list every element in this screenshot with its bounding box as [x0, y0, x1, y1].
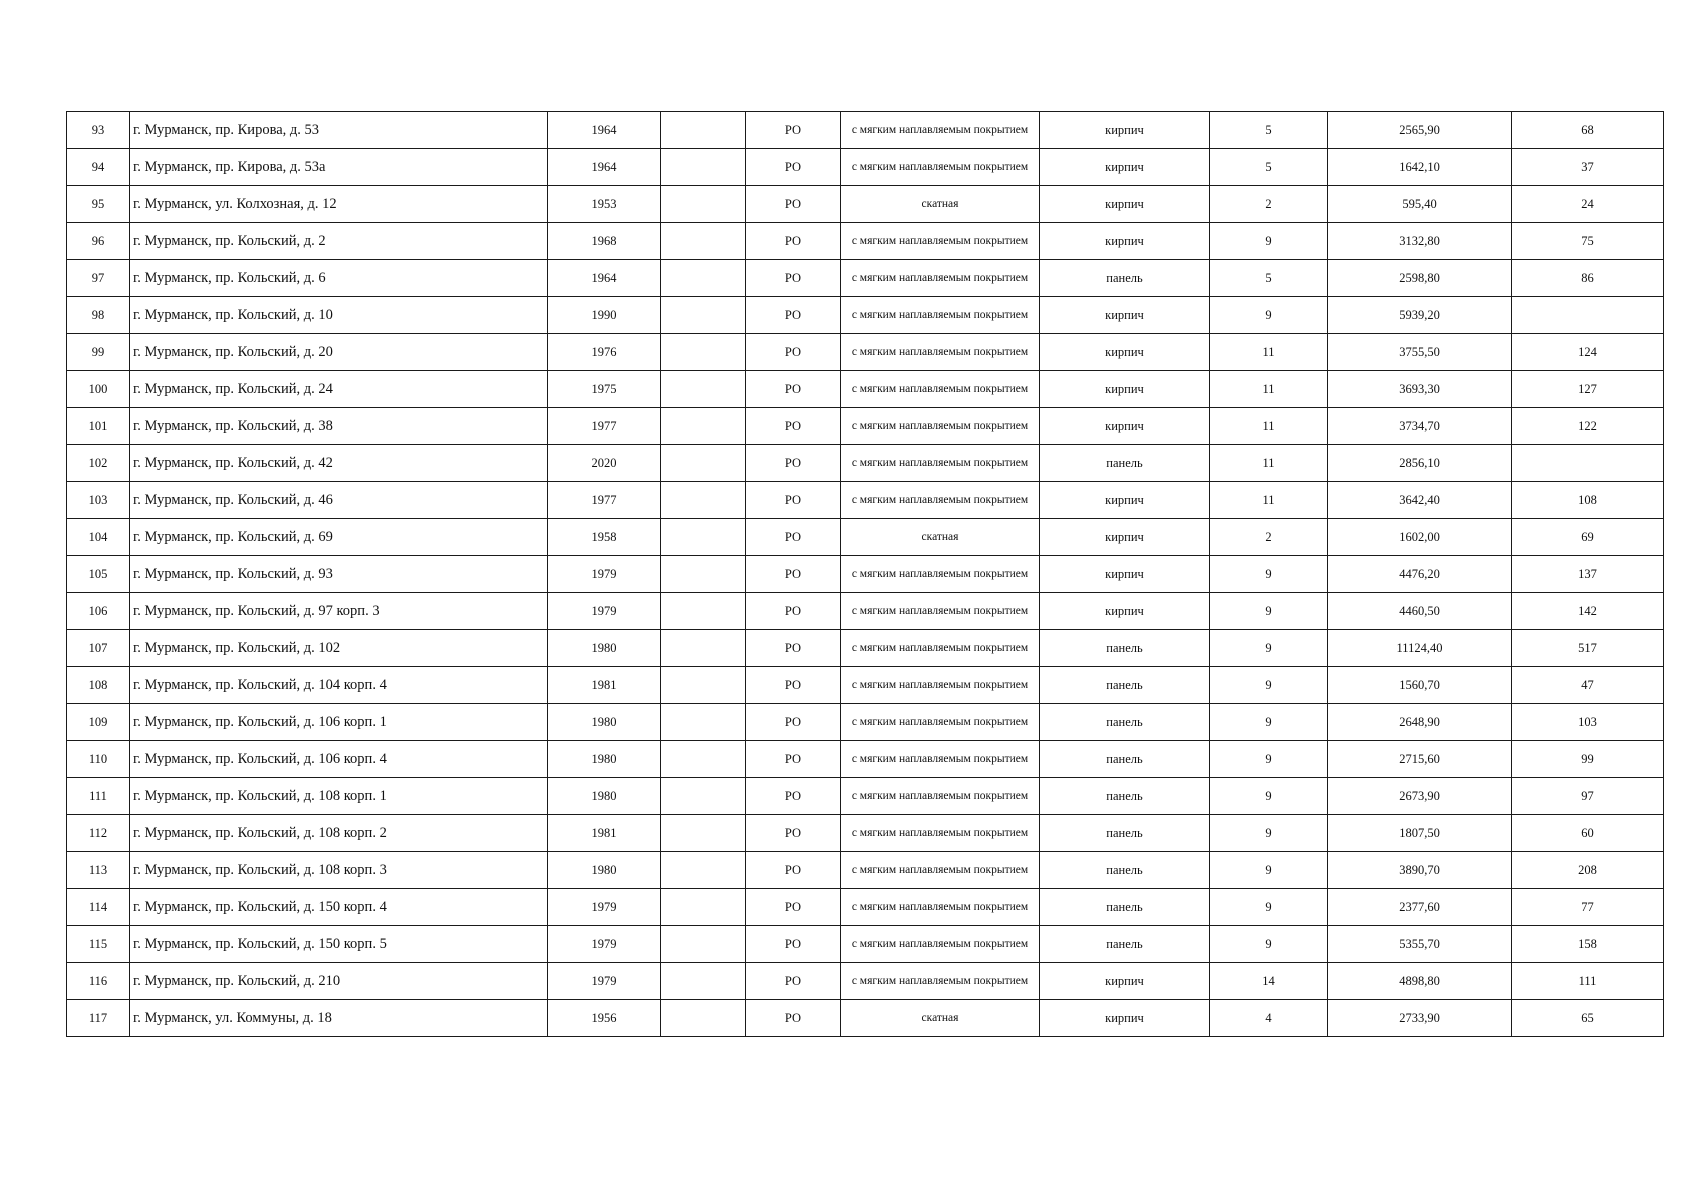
area-cell: 1807,50 — [1328, 815, 1512, 852]
year-built-cell: 1980 — [548, 852, 661, 889]
program-cell: РО — [746, 1000, 841, 1037]
area-cell: 3642,40 — [1328, 482, 1512, 519]
area-cell: 1560,70 — [1328, 667, 1512, 704]
floors-cell: 2 — [1210, 519, 1328, 556]
empty-cell — [661, 1000, 746, 1037]
program-cell: РО — [746, 149, 841, 186]
address-cell: г. Мурманск, пр. Кольский, д. 102 — [130, 630, 548, 667]
year-built-cell: 1990 — [548, 297, 661, 334]
residents-cell: 77 — [1512, 889, 1664, 926]
year-built-cell: 1964 — [548, 112, 661, 149]
floors-cell: 11 — [1210, 445, 1328, 482]
row-number-cell: 101 — [67, 408, 130, 445]
floors-cell: 5 — [1210, 149, 1328, 186]
year-built-cell: 1980 — [548, 778, 661, 815]
area-cell: 3890,70 — [1328, 852, 1512, 889]
wall-material-cell: кирпич — [1040, 223, 1210, 260]
program-cell: РО — [746, 297, 841, 334]
row-number-cell: 95 — [67, 186, 130, 223]
address-cell: г. Мурманск, пр. Кольский, д. 108 корп. 2 — [130, 815, 548, 852]
roof-type-cell: с мягким наплавляемым покрытием — [841, 815, 1040, 852]
address-cell: г. Мурманск, пр. Кольский, д. 150 корп. 5 — [130, 926, 548, 963]
address-cell: г. Мурманск, пр. Кольский, д. 69 — [130, 519, 548, 556]
address-cell: г. Мурманск, пр. Кольский, д. 2 — [130, 223, 548, 260]
wall-material-cell: кирпич — [1040, 1000, 1210, 1037]
residents-cell: 69 — [1512, 519, 1664, 556]
residents-cell: 37 — [1512, 149, 1664, 186]
empty-cell — [661, 186, 746, 223]
floors-cell: 2 — [1210, 186, 1328, 223]
address-cell: г. Мурманск, пр. Кольский, д. 106 корп. 1 — [130, 704, 548, 741]
row-number-cell: 110 — [67, 741, 130, 778]
area-cell: 2733,90 — [1328, 1000, 1512, 1037]
empty-cell — [661, 260, 746, 297]
roof-type-cell: с мягким наплавляемым покрытием — [841, 112, 1040, 149]
area-cell: 2565,90 — [1328, 112, 1512, 149]
roof-type-cell: с мягким наплавляемым покрытием — [841, 297, 1040, 334]
program-cell: РО — [746, 778, 841, 815]
wall-material-cell: панель — [1040, 667, 1210, 704]
row-number-cell: 111 — [67, 778, 130, 815]
area-cell: 11124,40 — [1328, 630, 1512, 667]
floors-cell: 11 — [1210, 334, 1328, 371]
wall-material-cell: панель — [1040, 815, 1210, 852]
area-cell: 5939,20 — [1328, 297, 1512, 334]
residents-cell — [1512, 445, 1664, 482]
address-cell: г. Мурманск, пр. Кольский, д. 38 — [130, 408, 548, 445]
wall-material-cell: кирпич — [1040, 593, 1210, 630]
row-number-cell: 100 — [67, 371, 130, 408]
residents-cell: 158 — [1512, 926, 1664, 963]
empty-cell — [661, 704, 746, 741]
year-built-cell: 2020 — [548, 445, 661, 482]
address-cell: г. Мурманск, пр. Кольский, д. 150 корп. 4 — [130, 889, 548, 926]
floors-cell: 11 — [1210, 408, 1328, 445]
empty-cell — [661, 408, 746, 445]
table-row — [67, 1000, 1664, 1037]
empty-cell — [661, 741, 746, 778]
floors-cell: 9 — [1210, 593, 1328, 630]
residents-cell: 137 — [1512, 556, 1664, 593]
table-body — [67, 112, 1664, 1037]
address-cell: г. Мурманск, пр. Кольский, д. 6 — [130, 260, 548, 297]
floors-cell: 9 — [1210, 889, 1328, 926]
roof-type-cell: с мягким наплавляемым покрытием — [841, 556, 1040, 593]
roof-type-cell: с мягким наплавляемым покрытием — [841, 260, 1040, 297]
program-cell: РО — [746, 223, 841, 260]
year-built-cell: 1968 — [548, 223, 661, 260]
residents-cell: 24 — [1512, 186, 1664, 223]
empty-cell — [661, 371, 746, 408]
floors-cell: 9 — [1210, 741, 1328, 778]
area-cell: 3734,70 — [1328, 408, 1512, 445]
wall-material-cell: панель — [1040, 778, 1210, 815]
empty-cell — [661, 334, 746, 371]
area-cell: 2856,10 — [1328, 445, 1512, 482]
residents-cell: 103 — [1512, 704, 1664, 741]
empty-cell — [661, 630, 746, 667]
wall-material-cell: панель — [1040, 889, 1210, 926]
wall-material-cell: панель — [1040, 445, 1210, 482]
year-built-cell: 1953 — [548, 186, 661, 223]
year-built-cell: 1958 — [548, 519, 661, 556]
wall-material-cell: панель — [1040, 260, 1210, 297]
floors-cell: 9 — [1210, 704, 1328, 741]
roof-type-cell: скатная — [841, 1000, 1040, 1037]
address-cell: г. Мурманск, ул. Коммуны, д. 18 — [130, 1000, 548, 1037]
area-cell: 595,40 — [1328, 186, 1512, 223]
table-row — [67, 149, 1664, 186]
year-built-cell: 1981 — [548, 667, 661, 704]
row-number-cell: 112 — [67, 815, 130, 852]
empty-cell — [661, 815, 746, 852]
address-cell: г. Мурманск, пр. Кольский, д. 10 — [130, 297, 548, 334]
year-built-cell: 1979 — [548, 963, 661, 1000]
table-row — [67, 778, 1664, 815]
roof-type-cell: с мягким наплавляемым покрытием — [841, 926, 1040, 963]
table-row — [67, 704, 1664, 741]
residents-cell: 124 — [1512, 334, 1664, 371]
row-number-cell: 105 — [67, 556, 130, 593]
area-cell: 3693,30 — [1328, 371, 1512, 408]
roof-type-cell: с мягким наплавляемым покрытием — [841, 778, 1040, 815]
residents-cell: 75 — [1512, 223, 1664, 260]
table-row — [67, 186, 1664, 223]
wall-material-cell: панель — [1040, 741, 1210, 778]
area-cell: 2648,90 — [1328, 704, 1512, 741]
area-cell: 4898,80 — [1328, 963, 1512, 1000]
wall-material-cell: кирпич — [1040, 408, 1210, 445]
empty-cell — [661, 593, 746, 630]
housing-registry-table — [66, 111, 1664, 1037]
wall-material-cell: кирпич — [1040, 371, 1210, 408]
program-cell: РО — [746, 112, 841, 149]
row-number-cell: 107 — [67, 630, 130, 667]
floors-cell: 9 — [1210, 926, 1328, 963]
row-number-cell: 93 — [67, 112, 130, 149]
address-cell: г. Мурманск, пр. Кольский, д. 20 — [130, 334, 548, 371]
table-row — [67, 741, 1664, 778]
roof-type-cell: с мягким наплавляемым покрытием — [841, 667, 1040, 704]
floors-cell: 9 — [1210, 223, 1328, 260]
table-row — [67, 260, 1664, 297]
program-cell: РО — [746, 260, 841, 297]
empty-cell — [661, 889, 746, 926]
address-cell: г. Мурманск, пр. Кольский, д. 46 — [130, 482, 548, 519]
table-row — [67, 223, 1664, 260]
address-cell: г. Мурманск, пр. Кольский, д. 106 корп. 4 — [130, 741, 548, 778]
table-row — [67, 556, 1664, 593]
floors-cell: 9 — [1210, 630, 1328, 667]
wall-material-cell: панель — [1040, 630, 1210, 667]
residents-cell: 142 — [1512, 593, 1664, 630]
floors-cell: 11 — [1210, 482, 1328, 519]
program-cell: РО — [746, 186, 841, 223]
table-row — [67, 889, 1664, 926]
table-row — [67, 371, 1664, 408]
wall-material-cell: кирпич — [1040, 149, 1210, 186]
empty-cell — [661, 519, 746, 556]
address-cell: г. Мурманск, пр. Кольский, д. 108 корп. 1 — [130, 778, 548, 815]
area-cell: 2715,60 — [1328, 741, 1512, 778]
table-row — [67, 667, 1664, 704]
row-number-cell: 96 — [67, 223, 130, 260]
empty-cell — [661, 482, 746, 519]
year-built-cell: 1979 — [548, 556, 661, 593]
program-cell: РО — [746, 926, 841, 963]
year-built-cell: 1980 — [548, 741, 661, 778]
program-cell: РО — [746, 741, 841, 778]
address-cell: г. Мурманск, ул. Колхозная, д. 12 — [130, 186, 548, 223]
roof-type-cell: с мягким наплавляемым покрытием — [841, 741, 1040, 778]
year-built-cell: 1975 — [548, 371, 661, 408]
table-row — [67, 630, 1664, 667]
empty-cell — [661, 112, 746, 149]
program-cell: РО — [746, 445, 841, 482]
residents-cell: 108 — [1512, 482, 1664, 519]
program-cell: РО — [746, 408, 841, 445]
residents-cell: 68 — [1512, 112, 1664, 149]
area-cell: 3755,50 — [1328, 334, 1512, 371]
row-number-cell: 114 — [67, 889, 130, 926]
year-built-cell: 1980 — [548, 704, 661, 741]
empty-cell — [661, 778, 746, 815]
year-built-cell: 1977 — [548, 408, 661, 445]
row-number-cell: 98 — [67, 297, 130, 334]
area-cell: 4476,20 — [1328, 556, 1512, 593]
floors-cell: 9 — [1210, 815, 1328, 852]
program-cell: РО — [746, 482, 841, 519]
residents-cell: 86 — [1512, 260, 1664, 297]
table-row — [67, 963, 1664, 1000]
program-cell: РО — [746, 889, 841, 926]
floors-cell: 9 — [1210, 297, 1328, 334]
residents-cell: 517 — [1512, 630, 1664, 667]
floors-cell: 5 — [1210, 112, 1328, 149]
address-cell: г. Мурманск, пр. Кольский, д. 97 корп. 3 — [130, 593, 548, 630]
row-number-cell: 117 — [67, 1000, 130, 1037]
residents-cell: 208 — [1512, 852, 1664, 889]
roof-type-cell: с мягким наплавляемым покрытием — [841, 223, 1040, 260]
row-number-cell: 94 — [67, 149, 130, 186]
wall-material-cell: панель — [1040, 704, 1210, 741]
row-number-cell: 115 — [67, 926, 130, 963]
row-number-cell: 108 — [67, 667, 130, 704]
address-cell: г. Мурманск, пр. Кольский, д. 24 — [130, 371, 548, 408]
wall-material-cell: кирпич — [1040, 556, 1210, 593]
year-built-cell: 1956 — [548, 1000, 661, 1037]
floors-cell: 11 — [1210, 371, 1328, 408]
year-built-cell: 1976 — [548, 334, 661, 371]
residents-cell: 97 — [1512, 778, 1664, 815]
program-cell: РО — [746, 815, 841, 852]
program-cell: РО — [746, 556, 841, 593]
year-built-cell: 1980 — [548, 630, 661, 667]
wall-material-cell: кирпич — [1040, 519, 1210, 556]
year-built-cell: 1979 — [548, 889, 661, 926]
program-cell: РО — [746, 963, 841, 1000]
residents-cell: 111 — [1512, 963, 1664, 1000]
empty-cell — [661, 852, 746, 889]
floors-cell: 4 — [1210, 1000, 1328, 1037]
roof-type-cell: скатная — [841, 186, 1040, 223]
program-cell: РО — [746, 519, 841, 556]
table-row — [67, 408, 1664, 445]
empty-cell — [661, 926, 746, 963]
area-cell: 5355,70 — [1328, 926, 1512, 963]
program-cell: РО — [746, 704, 841, 741]
table-row — [67, 815, 1664, 852]
residents-cell: 99 — [1512, 741, 1664, 778]
empty-cell — [661, 149, 746, 186]
row-number-cell: 113 — [67, 852, 130, 889]
year-built-cell: 1977 — [548, 482, 661, 519]
floors-cell: 14 — [1210, 963, 1328, 1000]
year-built-cell: 1979 — [548, 926, 661, 963]
year-built-cell: 1981 — [548, 815, 661, 852]
floors-cell: 9 — [1210, 852, 1328, 889]
year-built-cell: 1964 — [548, 149, 661, 186]
roof-type-cell: с мягким наплавляемым покрытием — [841, 963, 1040, 1000]
area-cell: 2377,60 — [1328, 889, 1512, 926]
residents-cell: 60 — [1512, 815, 1664, 852]
row-number-cell: 104 — [67, 519, 130, 556]
table-row — [67, 297, 1664, 334]
residents-cell: 127 — [1512, 371, 1664, 408]
wall-material-cell: панель — [1040, 852, 1210, 889]
roof-type-cell: с мягким наплавляемым покрытием — [841, 408, 1040, 445]
empty-cell — [661, 223, 746, 260]
roof-type-cell: с мягким наплавляемым покрытием — [841, 593, 1040, 630]
roof-type-cell: с мягким наплавляемым покрытием — [841, 334, 1040, 371]
row-number-cell: 116 — [67, 963, 130, 1000]
address-cell: г. Мурманск, пр. Кольский, д. 42 — [130, 445, 548, 482]
residents-cell: 122 — [1512, 408, 1664, 445]
area-cell: 3132,80 — [1328, 223, 1512, 260]
row-number-cell: 109 — [67, 704, 130, 741]
floors-cell: 5 — [1210, 260, 1328, 297]
roof-type-cell: с мягким наплавляемым покрытием — [841, 704, 1040, 741]
address-cell: г. Мурманск, пр. Кирова, д. 53а — [130, 149, 548, 186]
table-row — [67, 926, 1664, 963]
row-number-cell: 103 — [67, 482, 130, 519]
program-cell: РО — [746, 371, 841, 408]
program-cell: РО — [746, 852, 841, 889]
address-cell: г. Мурманск, пр. Кирова, д. 53 — [130, 112, 548, 149]
wall-material-cell: кирпич — [1040, 112, 1210, 149]
program-cell: РО — [746, 667, 841, 704]
roof-type-cell: с мягким наплавляемым покрытием — [841, 630, 1040, 667]
roof-type-cell: с мягким наплавляемым покрытием — [841, 149, 1040, 186]
address-cell: г. Мурманск, пр. Кольский, д. 210 — [130, 963, 548, 1000]
residents-cell — [1512, 297, 1664, 334]
floors-cell: 9 — [1210, 778, 1328, 815]
area-cell: 2598,80 — [1328, 260, 1512, 297]
wall-material-cell: кирпич — [1040, 482, 1210, 519]
area-cell: 4460,50 — [1328, 593, 1512, 630]
empty-cell — [661, 556, 746, 593]
area-cell: 2673,90 — [1328, 778, 1512, 815]
residents-cell: 65 — [1512, 1000, 1664, 1037]
row-number-cell: 99 — [67, 334, 130, 371]
roof-type-cell: с мягким наплавляемым покрытием — [841, 445, 1040, 482]
table-row — [67, 334, 1664, 371]
address-cell: г. Мурманск, пр. Кольский, д. 108 корп. 3 — [130, 852, 548, 889]
year-built-cell: 1964 — [548, 260, 661, 297]
table-row — [67, 445, 1664, 482]
address-cell: г. Мурманск, пр. Кольский, д. 104 корп. 4 — [130, 667, 548, 704]
program-cell: РО — [746, 630, 841, 667]
area-cell: 1602,00 — [1328, 519, 1512, 556]
floors-cell: 9 — [1210, 556, 1328, 593]
floors-cell: 9 — [1210, 667, 1328, 704]
row-number-cell: 106 — [67, 593, 130, 630]
wall-material-cell: кирпич — [1040, 297, 1210, 334]
empty-cell — [661, 667, 746, 704]
table-row — [67, 482, 1664, 519]
row-number-cell: 97 — [67, 260, 130, 297]
empty-cell — [661, 297, 746, 334]
address-cell: г. Мурманск, пр. Кольский, д. 93 — [130, 556, 548, 593]
table-row — [67, 852, 1664, 889]
table-row — [67, 112, 1664, 149]
roof-type-cell: с мягким наплавляемым покрытием — [841, 482, 1040, 519]
wall-material-cell: кирпич — [1040, 186, 1210, 223]
table-row — [67, 519, 1664, 556]
wall-material-cell: панель — [1040, 926, 1210, 963]
table-row — [67, 593, 1664, 630]
wall-material-cell: кирпич — [1040, 334, 1210, 371]
empty-cell — [661, 445, 746, 482]
wall-material-cell: кирпич — [1040, 963, 1210, 1000]
row-number-cell: 102 — [67, 445, 130, 482]
roof-type-cell: с мягким наплавляемым покрытием — [841, 371, 1040, 408]
year-built-cell: 1979 — [548, 593, 661, 630]
program-cell: РО — [746, 593, 841, 630]
roof-type-cell: с мягким наплавляемым покрытием — [841, 889, 1040, 926]
roof-type-cell: скатная — [841, 519, 1040, 556]
area-cell: 1642,10 — [1328, 149, 1512, 186]
empty-cell — [661, 963, 746, 1000]
roof-type-cell: с мягким наплавляемым покрытием — [841, 852, 1040, 889]
program-cell: РО — [746, 334, 841, 371]
residents-cell: 47 — [1512, 667, 1664, 704]
